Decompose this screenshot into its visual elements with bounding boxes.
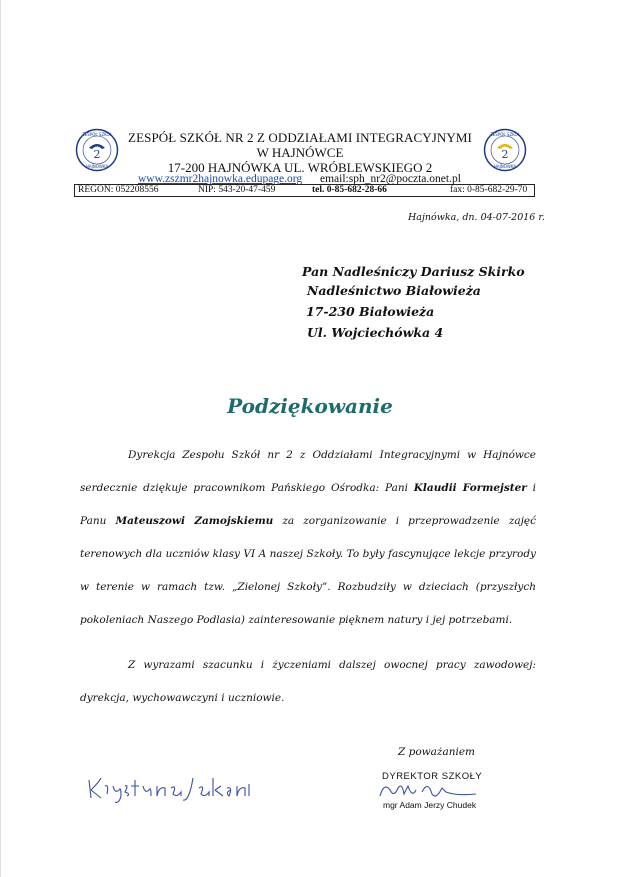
body-text: Dyrekcja Zespołu Szkół nr 2 z Oddziałami Integracyjnymi w Hajnówce serdecznie dziękuje pracownikom Pańskiego Ośrodka: Pani bbox=[80, 449, 536, 494]
logo-text-top: ZESPÓŁ SZKÓŁ bbox=[82, 132, 112, 137]
director-stamp-title: DYREKTOR SZKOŁY bbox=[382, 771, 483, 782]
recipient-street: Ul. Wojciechówka 4 bbox=[307, 325, 444, 340]
telephone-number: tel. 0-85-682-28-66 bbox=[312, 185, 387, 195]
body-paragraph-1 bbox=[80, 439, 536, 637]
school-name: ZESPÓŁ SZKÓŁ NR 2 Z ODDZIAŁAMI INTEGRACYJNYMI bbox=[128, 130, 472, 145]
website-link[interactable]: www.zszmr2hajnowka.edupage.org bbox=[138, 173, 303, 185]
body-text: za zorganizowanie i przeprowadzenie zajęć terenowych dla uczniów klasy VI A naszej Szkoły. To były fascynujące lekcje przyrody w terenie w ramach tzw. „Zielonej Szkoły”. Rozbudziły w dzieciach (przyszłych pokoleniach Naszego Podlasia) zainteresowanie pięknem natury i jej potrzebami. bbox=[80, 515, 536, 626]
school-town: W HAJNÓWCE bbox=[256, 145, 344, 160]
email-address: email:sph_nr2@poczta.onet.pl bbox=[320, 173, 461, 185]
registration-bar bbox=[74, 184, 535, 197]
regon-number: REGON: 052208556 bbox=[78, 185, 159, 195]
employee-name-2: Mateuszowi Zamojskiemu bbox=[115, 515, 274, 527]
logo-number: 2 bbox=[93, 148, 101, 161]
letter-date: Hajnówka, dn. 04-07-2016 r. bbox=[408, 212, 545, 223]
school-logo-left bbox=[75, 128, 119, 172]
body-text: i Panu bbox=[80, 482, 536, 527]
school-logo-right bbox=[483, 128, 527, 172]
handwritten-signature-left bbox=[85, 772, 255, 806]
recipient-name: Pan Nadleśniczy Dariusz Skirko bbox=[302, 264, 525, 279]
closing-salutation: Z poważaniem bbox=[398, 746, 476, 758]
employee-name-1: Klaudii Formejster bbox=[413, 482, 527, 494]
nip-number: NIP: 543-20-47-459 bbox=[198, 185, 276, 195]
recipient-city: 17-230 Białowieża bbox=[306, 304, 435, 319]
logo-text-top: ZESPÓŁ SZKÓŁ bbox=[490, 132, 520, 137]
logo-text-bottom: HAJNÓWKA bbox=[493, 164, 517, 169]
body-paragraph-2: Z wyrazami szacunku i życzeniami dalszej owocnej pracy zawodowej: dyrekcja, wychowawczyni i uczniowie. bbox=[80, 659, 536, 704]
logo-text-bottom: HAJNÓWKA bbox=[85, 164, 109, 169]
logo-number: 2 bbox=[501, 148, 509, 161]
letter-title: Podziękowanie bbox=[227, 394, 393, 418]
director-stamp-name: mgr Adam Jerzy Chudek bbox=[383, 800, 477, 810]
school-address: 17-200 HAJNÓWKA UL. WRÓBLEWSKIEGO 2 bbox=[167, 160, 433, 175]
recipient-organization: Nadleśnictwo Białowieża bbox=[307, 283, 481, 298]
fax-number: fax: 0-85-682-29-70 bbox=[450, 185, 528, 195]
